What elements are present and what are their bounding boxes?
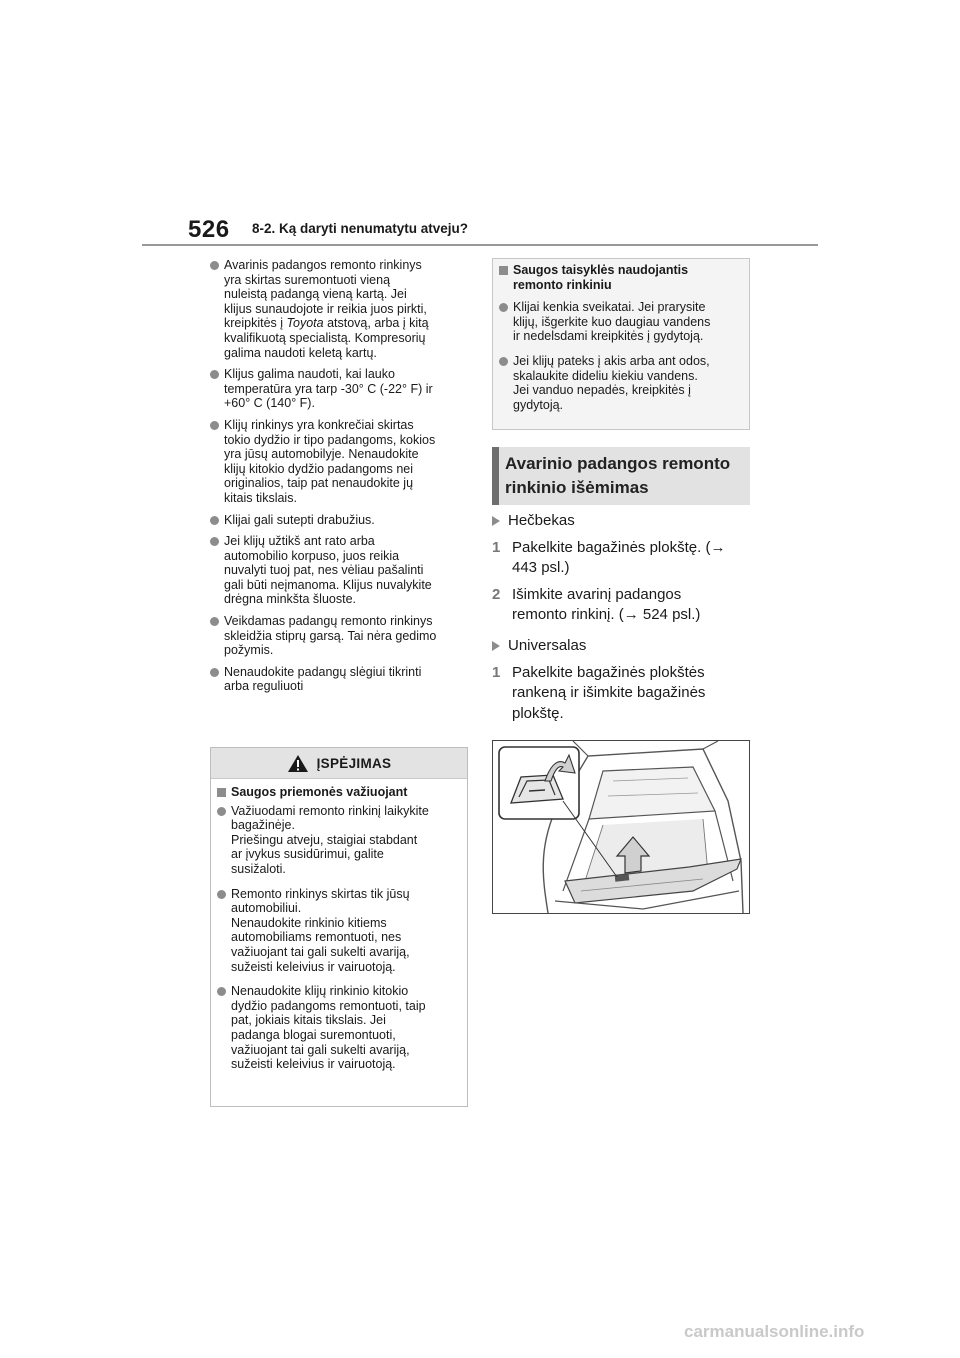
bullet-text: Nenaudokite klijų rinkinio kitokio dydžio padangoms remontuoti, taip pat, jokiais kitais tikslais. Jei padanga blogai suremontuoti, važiuojant tai gali sukelti avariją, sužeisti keleivius ir vairuotoją. xyxy=(231,984,426,1072)
list-item xyxy=(499,300,743,344)
watermark: carmanualsonline.info xyxy=(684,1322,865,1341)
step-text: Pakelkite bagažinės plokštės rankeną ir išimkite bagažinės plokštę. xyxy=(512,663,706,722)
bullet-icon xyxy=(210,516,219,525)
bullet-text: Avarinis padangos remonto rinkinys yra skirtas suremontuoti vieną nuleistą padangą vieną kartą. Jei klijus sunaudojote ir reikia juos pirkti, kreipkitės į Toyota atstovą, arba į kitą kvalifikuotą specialistą. Kompresorių galima naudoti keletą kartų. xyxy=(224,258,429,360)
step-text: Pakelkite bagažinės plokštę. (→ 443 psl.) xyxy=(512,538,726,576)
warning-heading: Saugos priemonės važiuojant xyxy=(217,785,461,800)
bullet-icon xyxy=(210,370,219,379)
bullet-text: Jei klijų užtikš ant rato arba automobilio korpuso, juos reikia nuvalyti tuoj pat, nes vėliau pašalinti gali būti neįmanoma. Klijus nuvalykite drėgna minkšta šluoste. xyxy=(224,534,432,607)
trunk-drawing xyxy=(493,741,749,913)
chapter-title: 8-2. Ką daryti nenumatytu atveju? xyxy=(252,221,469,236)
bullet-text: Klijai kenkia sveikatai. Jei prarysite klijų, išgerkite kuo daugiau vandens ir nedelsdami kreipkitės į gydytoją. xyxy=(513,300,711,344)
hatchback-steps xyxy=(492,511,762,626)
bullet-text: Veikdamas padangų remonto rinkinys skleidžia stiprų garsą. Tai nėra gedimo požymis. xyxy=(224,614,437,658)
hatchback-label-row xyxy=(492,511,762,532)
list-item xyxy=(210,513,470,528)
step-text: Išimkite avarinį padangos remonto rinkinį. (→ 524 psl.) xyxy=(512,585,701,623)
bullet-icon xyxy=(210,261,219,270)
list-item xyxy=(210,614,470,658)
universal-label: Universalas xyxy=(508,637,587,654)
triangle-bullet-icon xyxy=(492,641,500,651)
bullet-text: Klijai gali sutepti drabužius. xyxy=(224,512,375,527)
list-item xyxy=(210,418,470,506)
square-bullet-icon xyxy=(217,788,226,797)
bullet-icon xyxy=(499,357,508,366)
list-item xyxy=(210,258,470,360)
header-divider xyxy=(142,244,818,246)
list-item xyxy=(217,804,461,877)
warning-body xyxy=(211,779,467,1072)
trunk-illustration xyxy=(492,740,750,914)
bullet-icon xyxy=(217,890,226,899)
list-item xyxy=(217,984,461,1072)
step-number: 2 xyxy=(492,585,501,603)
bullet-icon xyxy=(210,537,219,546)
bullet-text: Klijų rinkinys yra konkrečiai skirtas tokio dydžio ir tipo padangoms, kokios yra jūsų automobilyje. Nenaudokite klijų kitokio dydžio padangoms nei originalios, taip pat nenaudokite jų kitais tikslais. xyxy=(224,417,436,505)
left-column xyxy=(210,258,470,701)
universal-steps xyxy=(492,636,762,724)
bullet-text: Važiuodami remonto rinkinį laikykite bagažinėje. Priešingu atveju, staigiai stabdant ar įvykus susidūrimui, galite susižaloti. xyxy=(231,803,429,876)
safety-rules-heading: Saugos taisyklės naudojantis remonto rinkiniu xyxy=(499,263,743,292)
warning-box xyxy=(210,747,468,1107)
bullet-text: Nenaudokite padangų slėgiui tikrinti arba reguliuoti xyxy=(224,664,422,694)
list-item xyxy=(210,665,470,694)
universal-label-row xyxy=(492,636,762,657)
step-number: 1 xyxy=(492,663,501,681)
step-item xyxy=(492,538,762,579)
square-bullet-icon xyxy=(499,266,508,275)
bullet-icon xyxy=(210,668,219,677)
bullet-icon xyxy=(499,303,508,312)
bullet-text: Klijus galima naudoti, kai lauko temperatūra yra tarp -30° C (-22° F) ir +60° C (140° F). xyxy=(224,367,433,411)
step-number: 1 xyxy=(492,538,501,556)
list-item xyxy=(217,887,461,975)
bullet-icon xyxy=(217,987,226,996)
bullet-icon xyxy=(210,617,219,626)
warning-header xyxy=(211,748,467,779)
list-item xyxy=(499,354,743,412)
bullet-icon xyxy=(217,807,226,816)
triangle-bullet-icon xyxy=(492,516,500,526)
page-number: 526 xyxy=(188,216,230,243)
step-item xyxy=(492,585,762,626)
bullet-text: Remonto rinkinys skirtas tik jūsų automobiliui. Nenaudokite rinkinio kitiems automobiliams remontuoti, nes važiuojant tai gali sukelti avariją, sužeisti keleivius ir vairuotoją. xyxy=(231,886,410,974)
safety-rules-box xyxy=(492,258,750,430)
warning-title: ĮSPĖJIMAS xyxy=(316,755,392,771)
bullet-icon xyxy=(210,421,219,430)
warning-triangle-icon xyxy=(287,754,309,773)
list-item xyxy=(210,534,470,607)
section-title: Avarinio padangos remonto rinkinio išėmimas xyxy=(492,447,750,505)
step-item xyxy=(492,663,762,725)
bullet-text: Jei klijų pateks į akis arba ant odos, skalaukite dideliu kiekiu vandens. Jei vanduo nepadės, kreipkitės į gydytoją. xyxy=(513,353,710,412)
list-item xyxy=(210,367,470,411)
hatchback-label: Hečbekas xyxy=(508,512,575,529)
